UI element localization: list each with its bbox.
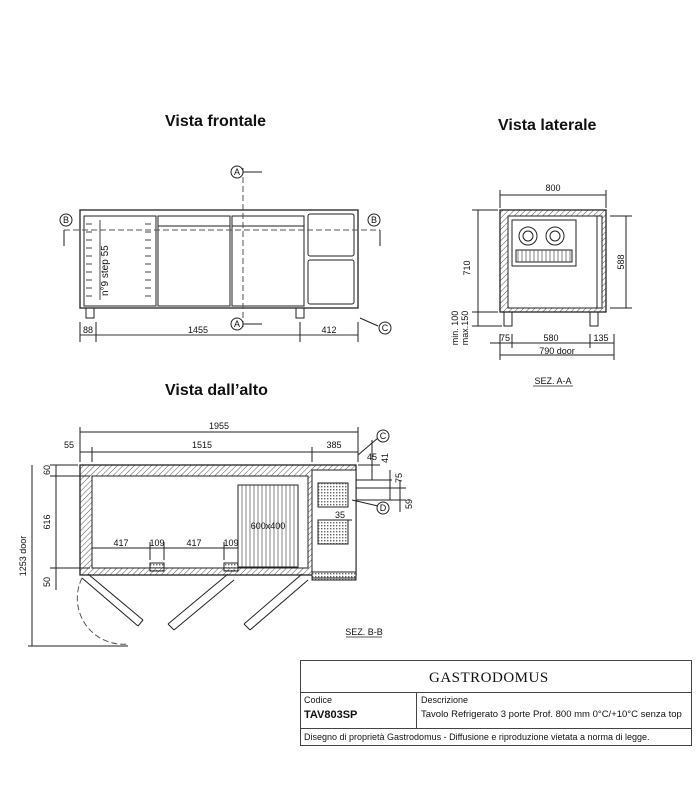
front-mark-b-left: B: [62, 215, 70, 225]
top-dim-109-b: 109: [223, 538, 239, 548]
front-drawer-lower: [308, 260, 354, 304]
front-dim-1455: 1455: [187, 325, 209, 335]
top-dim-45: 45: [366, 452, 378, 462]
top-grid-label: 600x400: [250, 521, 286, 531]
front-view: [64, 168, 380, 342]
front-drawer-upper: [308, 214, 354, 256]
top-dim-50: 50: [42, 576, 52, 588]
front-mark-b-right: B: [370, 215, 378, 225]
codice-label: Codice: [304, 695, 333, 705]
title-block: [300, 660, 692, 746]
top-mark-d: D: [379, 503, 387, 513]
top-compressor-detail-2: [318, 520, 348, 544]
side-dim-75: 75: [499, 333, 511, 343]
descrizione-label: Descrizione: [421, 695, 469, 705]
top-compressor-detail-1: [318, 483, 348, 507]
front-cabinet-outline: [80, 210, 358, 308]
side-fan-grille: [516, 250, 572, 262]
top-dim-1515: 1515: [191, 440, 213, 450]
top-dim-75: 75: [394, 472, 404, 484]
front-shelf-ticks: [86, 220, 151, 300]
title-front-view: Vista frontale: [165, 113, 267, 130]
top-dim-55: 55: [63, 440, 75, 450]
top-dim-59: 59: [404, 498, 414, 510]
side-foot-right: [590, 312, 598, 326]
side-door: [597, 216, 602, 308]
front-shelf-text: n°9 step 55: [100, 245, 111, 296]
side-section-label: SEZ. A-A: [534, 376, 572, 386]
title-side-view: Vista laterale: [498, 117, 597, 134]
top-mark-c: C: [379, 431, 387, 441]
front-mark-c: C: [381, 323, 389, 333]
top-door-3: [244, 574, 308, 630]
title-block-info-row: [301, 693, 691, 729]
side-dim-580: 580: [543, 333, 559, 343]
front-dim-88: 88: [82, 325, 94, 335]
side-dim-710: 710: [462, 260, 472, 276]
front-mark-a-top: A: [233, 167, 241, 177]
descrizione-value: Tavolo Refrigerato 3 porte Prof. 800 mm 0°C/+10°C senza top: [421, 709, 682, 720]
top-door-1: [77, 574, 143, 644]
top-section-label: SEZ. B-B: [345, 627, 383, 637]
top-dim-35: 35: [334, 510, 346, 520]
codice-value: TAV803SP: [304, 709, 358, 721]
front-mark-a-bottom: A: [233, 319, 241, 329]
top-view: [28, 427, 406, 646]
front-dim-412: 412: [321, 325, 337, 335]
top-door-2: [168, 574, 234, 630]
side-dim-588: 588: [616, 254, 626, 270]
side-dim-min100: min. 100: [450, 310, 460, 346]
top-dim-1253-door: 1253 door: [18, 535, 28, 577]
top-dim-109-a: 109: [149, 538, 165, 548]
front-foot-right: [296, 308, 304, 318]
top-dim-417-b: 417: [186, 538, 202, 548]
codice-cell: [301, 693, 417, 728]
front-foot-left: [86, 308, 94, 318]
title-block-logo-row: [301, 661, 691, 693]
brand-name: GASTRODOMUS: [429, 670, 549, 686]
ownership-note: Disegno di proprietà Gastrodomus - Diffusione e riproduzione vietata a norma di legge.: [304, 732, 650, 742]
top-dim-417-a: 417: [113, 538, 129, 548]
title-top-view: Vista dall’alto: [165, 382, 268, 399]
side-dim-max150: max.150: [460, 310, 470, 346]
top-dim-616: 616: [42, 514, 52, 530]
side-dim-135: 135: [593, 333, 609, 343]
top-marks: [377, 430, 389, 514]
top-dim-60: 60: [42, 464, 52, 476]
top-dim-41: 41: [380, 452, 390, 464]
side-dim-800: 800: [545, 183, 561, 193]
side-dim-790-door: 790 door: [539, 346, 575, 356]
side-foot-left: [504, 312, 512, 326]
top-dim-385: 385: [326, 440, 342, 450]
top-dim-1955: 1955: [208, 421, 230, 431]
